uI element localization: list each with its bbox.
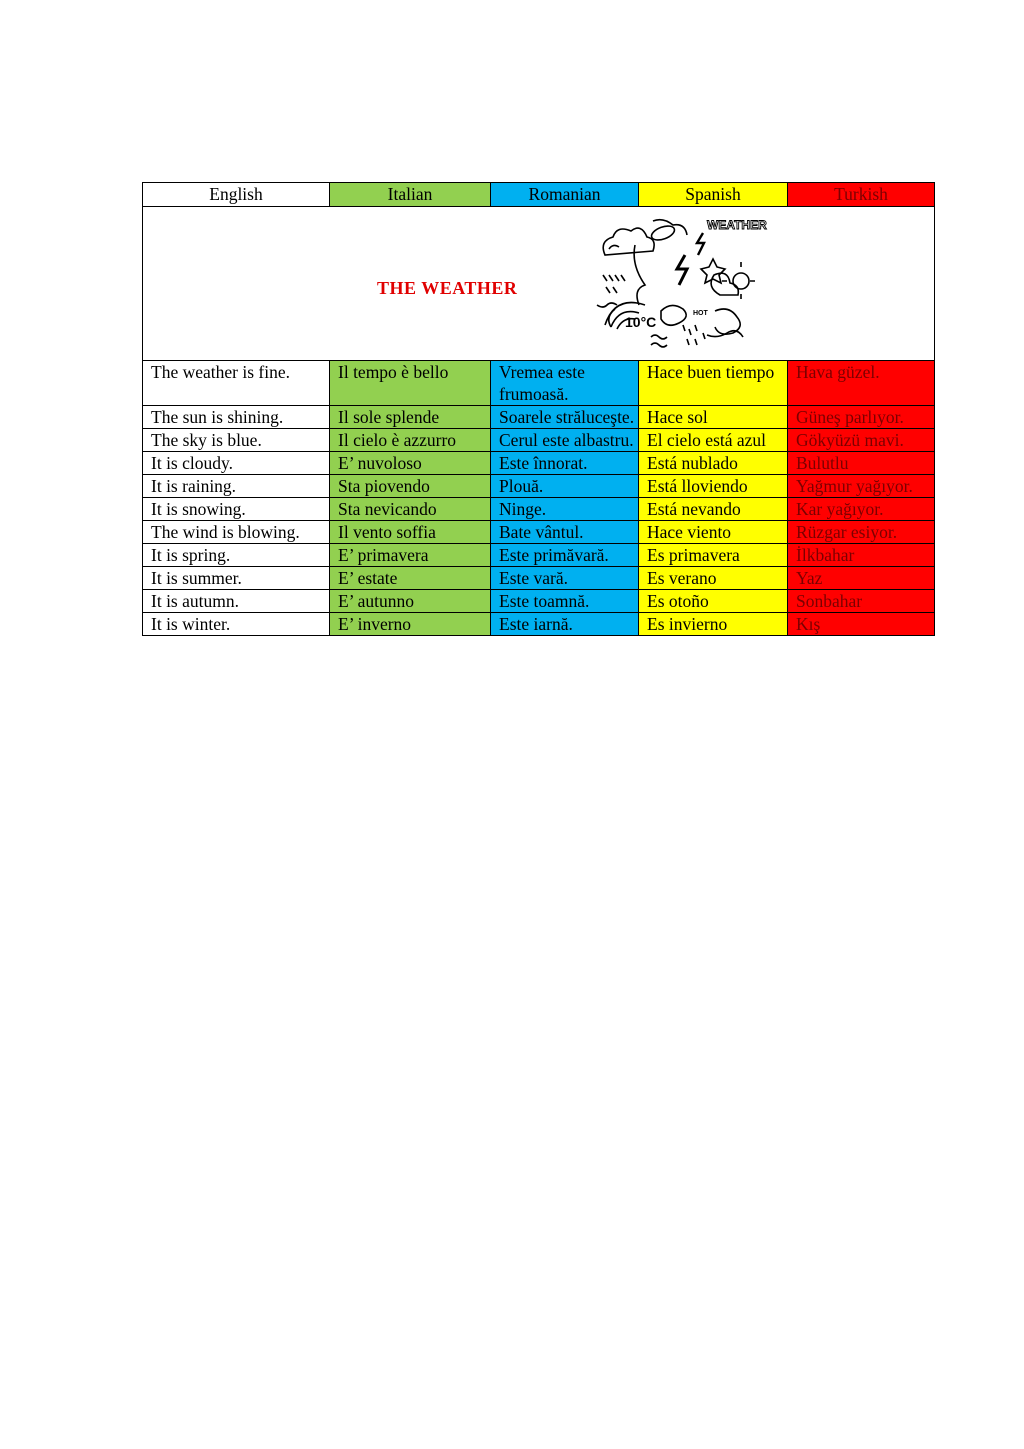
- cell-italian: E’ nuvoloso: [330, 452, 491, 475]
- cell-spanish: Hace sol: [639, 406, 788, 429]
- cell-english: It is winter.: [143, 613, 330, 636]
- weather-doodle-icon: [595, 215, 767, 355]
- cell-english: It is summer.: [143, 567, 330, 590]
- cell-spanish: Es otoño: [639, 590, 788, 613]
- cell-english: The weather is fine.: [143, 361, 330, 406]
- cell-italian: E’ inverno: [330, 613, 491, 636]
- cell-italian: E’ autunno: [330, 590, 491, 613]
- header-romanian: Romanian: [491, 183, 639, 207]
- cell-turkish: Bulutlu: [788, 452, 935, 475]
- cell-turkish: Gökyüzü mavi.: [788, 429, 935, 452]
- cell-italian: E’ estate: [330, 567, 491, 590]
- cell-english: It is cloudy.: [143, 452, 330, 475]
- cell-italian: Sta piovendo: [330, 475, 491, 498]
- table-row: [143, 613, 935, 636]
- cell-romanian: Ninge.: [491, 498, 639, 521]
- cell-italian: E’ primavera: [330, 544, 491, 567]
- cell-italian: Il cielo è azzurro: [330, 429, 491, 452]
- table-row: [143, 498, 935, 521]
- table-row: [143, 590, 935, 613]
- weather-vocabulary-table: [142, 182, 935, 636]
- cell-italian: Il vento soffia: [330, 521, 491, 544]
- cell-english: It is autumn.: [143, 590, 330, 613]
- cell-turkish: Sonbahar: [788, 590, 935, 613]
- cell-romanian: Cerul este albastru.: [491, 429, 639, 452]
- table-row: [143, 429, 935, 452]
- cell-romanian: Plouă.: [491, 475, 639, 498]
- table-row: [143, 475, 935, 498]
- cell-romanian: Bate vântul.: [491, 521, 639, 544]
- table-row: [143, 406, 935, 429]
- cell-spanish: Está nublado: [639, 452, 788, 475]
- table-row: [143, 361, 935, 406]
- cell-spanish: Hace viento: [639, 521, 788, 544]
- cell-english: The sun is shining.: [143, 406, 330, 429]
- banner-cell: [143, 207, 935, 361]
- doodle-hot: HOT: [693, 310, 708, 317]
- cell-spanish: Está lloviendo: [639, 475, 788, 498]
- cell-turkish: Hava güzel.: [788, 361, 935, 406]
- cell-english: It is spring.: [143, 544, 330, 567]
- cell-romanian: Este primăvară.: [491, 544, 639, 567]
- cell-english: It is raining.: [143, 475, 330, 498]
- header-italian: Italian: [330, 183, 491, 207]
- cell-spanish: Hace buen tiempo: [639, 361, 788, 406]
- cell-spanish: Es invierno: [639, 613, 788, 636]
- header-spanish: Spanish: [639, 183, 788, 207]
- cell-turkish: Kar yağıyor.: [788, 498, 935, 521]
- table-row: [143, 544, 935, 567]
- cell-italian: Il sole splende: [330, 406, 491, 429]
- table-row: [143, 452, 935, 475]
- cell-turkish: Yaz: [788, 567, 935, 590]
- cell-italian: Il tempo è bello: [330, 361, 491, 406]
- cell-english: The wind is blowing.: [143, 521, 330, 544]
- cell-romanian: Vremea este frumoasă.: [491, 361, 639, 406]
- cell-romanian: Este vară.: [491, 567, 639, 590]
- cell-spanish: Es verano: [639, 567, 788, 590]
- cell-romanian: Soarele străluceşte.: [491, 406, 639, 429]
- cell-romanian: Este iarnă.: [491, 613, 639, 636]
- cell-spanish: Es primavera: [639, 544, 788, 567]
- header-english: English: [143, 183, 330, 207]
- header-turkish: Turkish: [788, 183, 935, 207]
- cell-spanish: Está nevando: [639, 498, 788, 521]
- cell-romanian: Este toamnă.: [491, 590, 639, 613]
- cell-turkish: Yağmur yağıyor.: [788, 475, 935, 498]
- cell-english: It is snowing.: [143, 498, 330, 521]
- table-row: [143, 521, 935, 544]
- cell-turkish: Kış: [788, 613, 935, 636]
- cell-romanian: Este înnorat.: [491, 452, 639, 475]
- cell-turkish: İlkbahar: [788, 544, 935, 567]
- cell-italian: Sta nevicando: [330, 498, 491, 521]
- cell-turkish: Rüzgar esiyor.: [788, 521, 935, 544]
- table-row: [143, 567, 935, 590]
- header-row: [143, 183, 935, 207]
- banner-row: [143, 207, 935, 361]
- doodle-weather-word: WEATHER: [707, 218, 767, 232]
- banner-title: THE WEATHER: [377, 278, 518, 298]
- cell-turkish: Güneş parlıyor.: [788, 406, 935, 429]
- doodle-temperature: 10°C: [625, 314, 657, 330]
- cell-english: The sky is blue.: [143, 429, 330, 452]
- cell-spanish: El cielo está azul: [639, 429, 788, 452]
